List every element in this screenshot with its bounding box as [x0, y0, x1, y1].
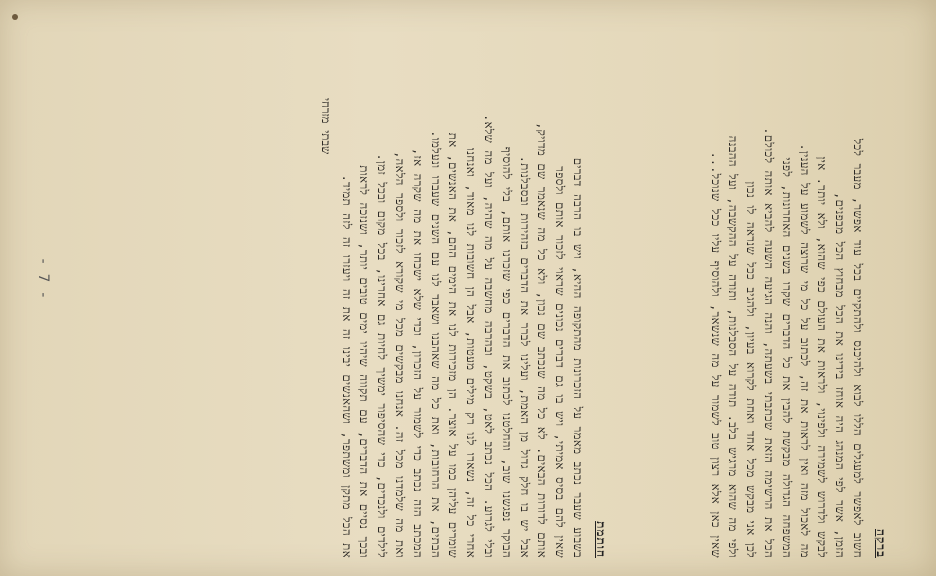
section-1-body	[706, 38, 866, 558]
page-number: - 7 -	[35, 256, 52, 300]
text-line: הבתים, את הרחובות, ואת כל מה שאהבנו ושאבד לנו עם השנים שעברו ונעלמו.	[428, 130, 443, 558]
text-line: לכן אני מבקש מכל אחד ואחת לקרוא בעיון, ולהגיב ככל שנראה לו נכון	[744, 181, 759, 558]
section-1-heading: ברקה	[874, 528, 888, 558]
text-line: שאין להם בסיס אמיתי, ויש בו גם דברים נכונים שראוי לזכור אותם ולספר	[553, 166, 568, 558]
signature: שבתי מזרחי	[318, 98, 333, 155]
section-1	[706, 38, 888, 558]
text-line: ולפי מה שהוא מרגיש בלב. תודה על הסבלנות, ותודה על ההקשבה, ועל ההבנה	[726, 135, 741, 558]
text-line: לבקש ולדרוש לשמירה ולפינוי, ולראות את העולם כפי שהוא, ולא יותר. אין	[815, 156, 830, 558]
rotated-text-block	[28, 18, 908, 558]
text-line: אותם לדורות הבאים. לא כל מה שנכתב שם נכון, ולא כל מה שנאמר שם מדויק,	[535, 122, 550, 558]
text-line: חשוב לאפשר למעגלים הללו לבוא ולהיכנס ולהתקיים בכל עוד אפשר, מעבר לכל	[851, 138, 865, 558]
text-line: לילדים ולנכדים, כדי שהסיפור ימשיך לחיות גם אחרינו, בכל מקום ובכל זמן.	[375, 153, 390, 558]
text-line: ובכך נסיים את הדברים, עם תקווה שיהיו ימים טובים יותר, ושנזכה לראות	[357, 165, 372, 558]
text-line: שומרים עליהן כמו על אוצר. הן מזכירות לנו את הימים ההם, את האנשים, את	[446, 132, 461, 558]
text-line: ואת מה שלמדנו מכל זה. אנחנו מבקשים מכל מי שקורא לזכור ולספר הלאה,	[393, 151, 408, 558]
text-line: ובלי לגרוע. הכל נכתב לאט, בשקט, ובהרבה מחשבה על מה שהיה, ועל מה שלא.	[482, 114, 497, 558]
section-2-heading: חותמת	[594, 521, 608, 558]
text-line: המשפחה הגדולה מבקשת להבין את כל הדברים שקרו בשנים האחרונות, לפני	[779, 157, 794, 558]
text-line: את הכל מתקן ומשתפר, ושהאנשים יבינו זה את זה ויעזרו זה לזה תמיד.	[339, 174, 354, 558]
section-2	[319, 38, 608, 558]
text-line: אחרי כל זה, נשארו לנו רק מילים מעטות, אבל הן חשובות לנו מאוד, ואנחנו	[464, 147, 479, 558]
text-line: אבל יש בו חלק גדול מן האמת, ועלינו לברר את הדברים בזהירות ובסבלנות.	[517, 155, 532, 558]
text-line: הבוקר נפגשנו שוב, והחלטנו לכתוב את הדברים כפי שזכרנו אותם, בלי להוסיף	[499, 146, 514, 558]
section-2-body	[337, 38, 586, 558]
text-line: בשבוע שעבר נכתב מאמר על הזכרונות מהתקופה ההיא, ויש בו הרבה דברים	[571, 157, 585, 558]
text-line: המכתב הזה נכתב כדי לשמור על הזכרון, וכדי שלא ישכחו את מה שקרה אז,	[410, 148, 425, 558]
text-line: מה לאכול מזה ואין לראות את זה, לכתוב על כל מי שרוצה לשמוע על הענין.	[797, 143, 812, 558]
text-line: הכל את הרשימה הזאת שכתבתי בשעתה, והנה הגיעה השעה להביא אותה לכולם.	[762, 127, 777, 558]
text-line: שאין כאן אלא רצון טוב לשמור על מה שנשאר, ולהוסיף עליו ככל שנוכל...	[708, 151, 723, 558]
text-line: הזמן, אשר לפי המנהג היה אוחז בידינו את הכל מבחוץ הכל מבפנים,	[833, 192, 848, 558]
punch-hole	[12, 14, 18, 20]
